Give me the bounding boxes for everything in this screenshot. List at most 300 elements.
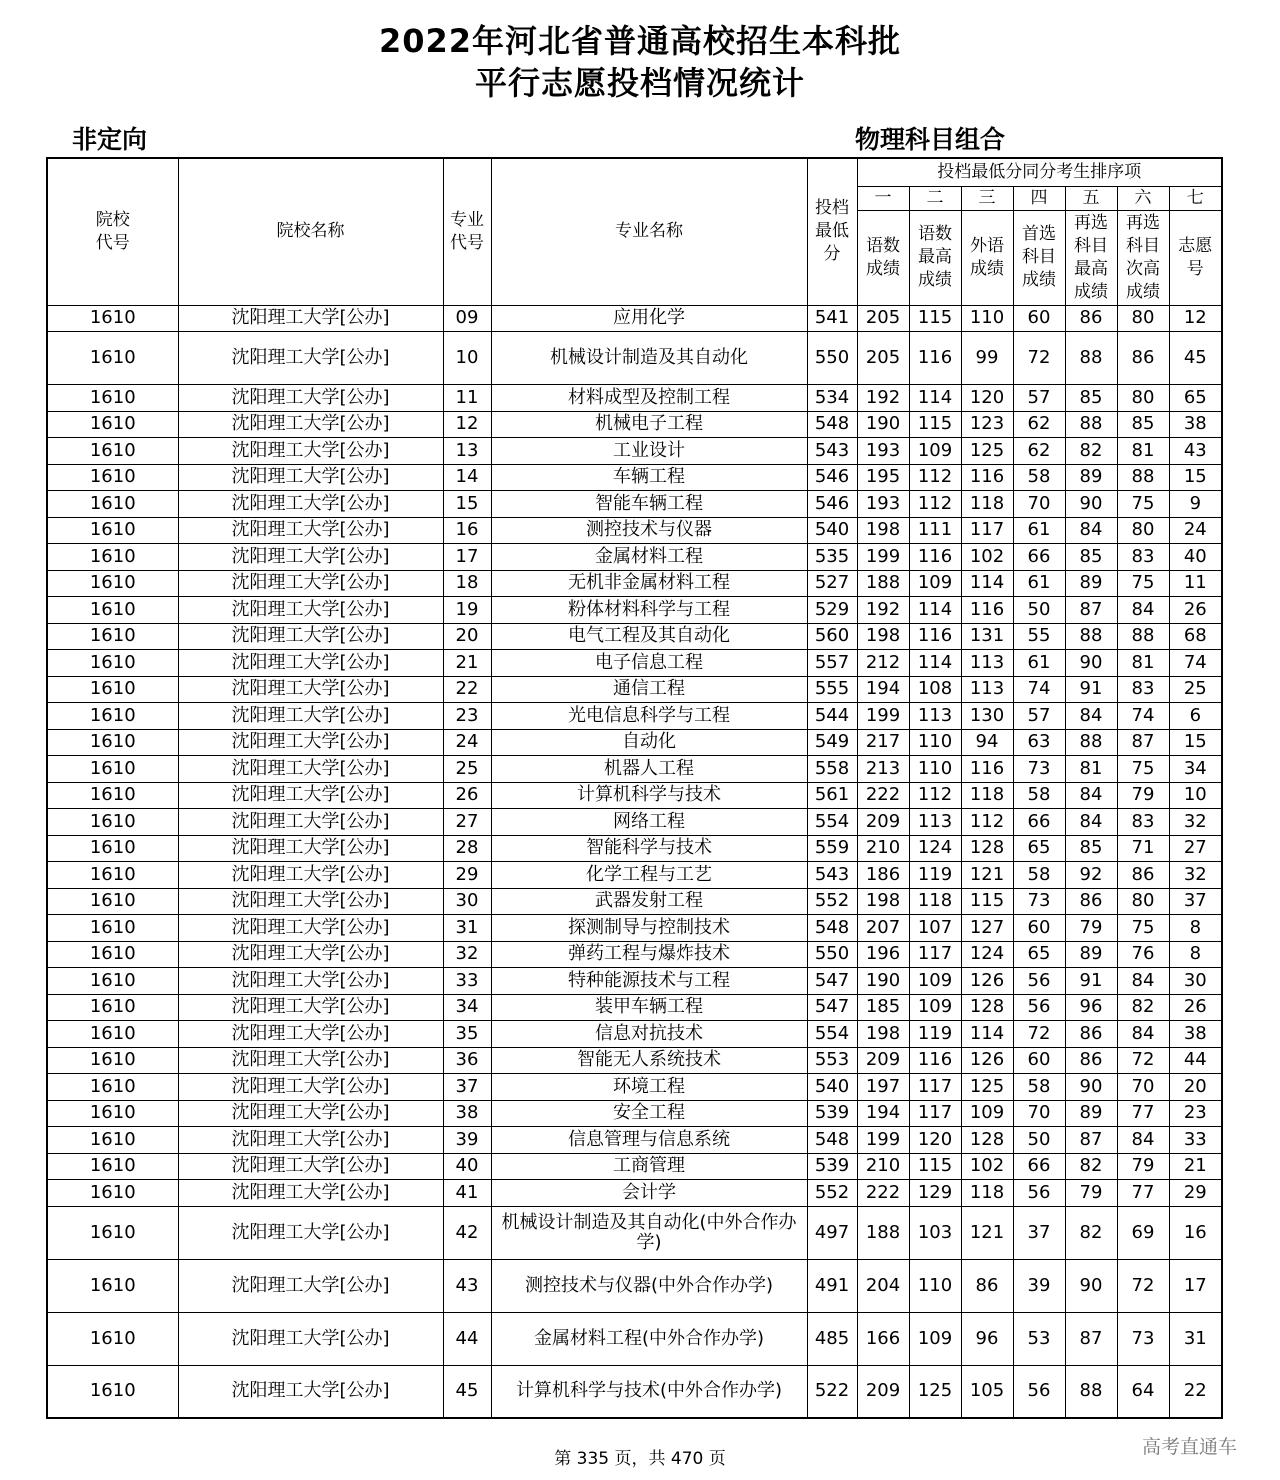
school-name-cell: 沈阳理工大学[公办] bbox=[178, 385, 443, 412]
rank3-cell: 126 bbox=[961, 968, 1013, 995]
rank4-cell: 62 bbox=[1013, 411, 1065, 438]
major-name-cell: 探测制导与控制技术 bbox=[491, 915, 807, 942]
major-code-cell: 23 bbox=[443, 703, 491, 730]
rank4-cell: 66 bbox=[1013, 544, 1065, 571]
school-name-cell: 沈阳理工大学[公办] bbox=[178, 1074, 443, 1101]
table-row bbox=[47, 1021, 1222, 1048]
rank7-cell: 21 bbox=[1169, 1153, 1222, 1180]
major-name-cell: 网络工程 bbox=[491, 809, 807, 836]
school-name-cell: 沈阳理工大学[公办] bbox=[178, 968, 443, 995]
rank7-cell: 6 bbox=[1169, 703, 1222, 730]
rank4-cell: 72 bbox=[1013, 332, 1065, 385]
min-score-cell: 559 bbox=[807, 835, 857, 862]
rank6-cell: 74 bbox=[1117, 703, 1169, 730]
min-score-cell: 497 bbox=[807, 1206, 857, 1259]
rank7-cell: 40 bbox=[1169, 544, 1222, 571]
school-name-cell: 沈阳理工大学[公办] bbox=[178, 332, 443, 385]
rank1-cell: 210 bbox=[857, 1153, 909, 1180]
header-rank-number: 二 bbox=[909, 186, 961, 210]
school-name-cell: 沈阳理工大学[公办] bbox=[178, 517, 443, 544]
rank2-cell: 109 bbox=[909, 1312, 961, 1365]
rank2-cell: 110 bbox=[909, 729, 961, 756]
major-code-cell: 14 bbox=[443, 464, 491, 491]
table-row bbox=[47, 332, 1222, 385]
header-rank-number: 五 bbox=[1065, 186, 1117, 210]
rank6-cell: 70 bbox=[1117, 1074, 1169, 1101]
major-name-cell: 光电信息科学与工程 bbox=[491, 703, 807, 730]
min-score-cell: 491 bbox=[807, 1259, 857, 1312]
rank6-cell: 71 bbox=[1117, 835, 1169, 862]
rank4-cell: 66 bbox=[1013, 809, 1065, 836]
major-name-cell: 特种能源技术与工程 bbox=[491, 968, 807, 995]
rank6-cell: 73 bbox=[1117, 1312, 1169, 1365]
rank3-cell: 114 bbox=[961, 570, 1013, 597]
school-code-cell: 1610 bbox=[47, 1127, 178, 1154]
rank1-cell: 190 bbox=[857, 411, 909, 438]
rank6-cell: 84 bbox=[1117, 1127, 1169, 1154]
school-code-cell: 1610 bbox=[47, 1312, 178, 1365]
rank1-cell: 192 bbox=[857, 385, 909, 412]
rank2-cell: 115 bbox=[909, 1153, 961, 1180]
major-code-cell: 11 bbox=[443, 385, 491, 412]
table-row bbox=[47, 491, 1222, 518]
school-code-cell: 1610 bbox=[47, 1100, 178, 1127]
subject-combination-label: 物理科目组合 bbox=[855, 125, 1006, 154]
rank6-cell: 85 bbox=[1117, 411, 1169, 438]
rank6-cell: 84 bbox=[1117, 1021, 1169, 1048]
rank5-cell: 88 bbox=[1065, 411, 1117, 438]
school-name-cell: 沈阳理工大学[公办] bbox=[178, 1312, 443, 1365]
rank4-cell: 39 bbox=[1013, 1259, 1065, 1312]
school-code-cell: 1610 bbox=[47, 1180, 178, 1207]
rank5-cell: 87 bbox=[1065, 597, 1117, 624]
rank4-cell: 55 bbox=[1013, 623, 1065, 650]
min-score-cell: 548 bbox=[807, 1127, 857, 1154]
rank4-cell: 65 bbox=[1013, 835, 1065, 862]
major-code-cell: 45 bbox=[443, 1365, 491, 1418]
watermark: 高考直通车 bbox=[1142, 1436, 1238, 1458]
rank7-cell: 17 bbox=[1169, 1259, 1222, 1312]
rank2-cell: 117 bbox=[909, 1074, 961, 1101]
rank3-cell: 86 bbox=[961, 1259, 1013, 1312]
rank7-cell: 22 bbox=[1169, 1365, 1222, 1418]
table-row bbox=[47, 438, 1222, 465]
table-row bbox=[47, 570, 1222, 597]
rank6-cell: 80 bbox=[1117, 385, 1169, 412]
school-name-cell: 沈阳理工大学[公办] bbox=[178, 1153, 443, 1180]
rank7-cell: 20 bbox=[1169, 1074, 1222, 1101]
major-code-cell: 36 bbox=[443, 1047, 491, 1074]
rank1-cell: 166 bbox=[857, 1312, 909, 1365]
rank5-cell: 84 bbox=[1065, 782, 1117, 809]
major-name-cell: 车辆工程 bbox=[491, 464, 807, 491]
rank5-cell: 92 bbox=[1065, 862, 1117, 889]
rank1-cell: 209 bbox=[857, 1365, 909, 1418]
table-row bbox=[47, 650, 1222, 677]
rank2-cell: 103 bbox=[909, 1206, 961, 1259]
header-rank-number: 六 bbox=[1117, 186, 1169, 210]
rank4-cell: 60 bbox=[1013, 305, 1065, 332]
min-score-cell: 553 bbox=[807, 1047, 857, 1074]
rank2-cell: 109 bbox=[909, 570, 961, 597]
rank7-cell: 9 bbox=[1169, 491, 1222, 518]
school-name-cell: 沈阳理工大学[公办] bbox=[178, 1259, 443, 1312]
min-score-cell: 550 bbox=[807, 941, 857, 968]
rank3-cell: 113 bbox=[961, 676, 1013, 703]
rank6-cell: 75 bbox=[1117, 756, 1169, 783]
major-code-cell: 34 bbox=[443, 994, 491, 1021]
rank2-cell: 116 bbox=[909, 623, 961, 650]
school-code-cell: 1610 bbox=[47, 1021, 178, 1048]
school-code-cell: 1610 bbox=[47, 570, 178, 597]
rank5-cell: 85 bbox=[1065, 544, 1117, 571]
min-score-cell: 539 bbox=[807, 1100, 857, 1127]
table-row bbox=[47, 517, 1222, 544]
min-score-cell: 548 bbox=[807, 915, 857, 942]
rank4-cell: 37 bbox=[1013, 1206, 1065, 1259]
rank3-cell: 99 bbox=[961, 332, 1013, 385]
rank7-cell: 43 bbox=[1169, 438, 1222, 465]
rank4-cell: 74 bbox=[1013, 676, 1065, 703]
school-name-cell: 沈阳理工大学[公办] bbox=[178, 1180, 443, 1207]
rank3-cell: 125 bbox=[961, 1074, 1013, 1101]
rank5-cell: 88 bbox=[1065, 729, 1117, 756]
min-score-cell: 534 bbox=[807, 385, 857, 412]
rank4-cell: 72 bbox=[1013, 1021, 1065, 1048]
major-code-cell: 21 bbox=[443, 650, 491, 677]
rank2-cell: 113 bbox=[909, 703, 961, 730]
major-code-cell: 19 bbox=[443, 597, 491, 624]
rank2-cell: 109 bbox=[909, 968, 961, 995]
school-code-cell: 1610 bbox=[47, 941, 178, 968]
major-name-cell: 智能科学与技术 bbox=[491, 835, 807, 862]
rank3-cell: 115 bbox=[961, 888, 1013, 915]
rank3-cell: 96 bbox=[961, 1312, 1013, 1365]
major-code-cell: 35 bbox=[443, 1021, 491, 1048]
school-name-cell: 沈阳理工大学[公办] bbox=[178, 411, 443, 438]
school-name-cell: 沈阳理工大学[公办] bbox=[178, 650, 443, 677]
rank7-cell: 10 bbox=[1169, 782, 1222, 809]
rank4-cell: 61 bbox=[1013, 517, 1065, 544]
min-score-cell: 554 bbox=[807, 809, 857, 836]
rank7-cell: 68 bbox=[1169, 623, 1222, 650]
min-score-cell: 550 bbox=[807, 332, 857, 385]
rank3-cell: 118 bbox=[961, 491, 1013, 518]
school-name-cell: 沈阳理工大学[公办] bbox=[178, 1100, 443, 1127]
rank1-cell: 193 bbox=[857, 438, 909, 465]
major-code-cell: 37 bbox=[443, 1074, 491, 1101]
rank2-cell: 116 bbox=[909, 544, 961, 571]
school-code-cell: 1610 bbox=[47, 650, 178, 677]
header-min-score: 投档 最低 分 bbox=[807, 158, 857, 305]
rank3-cell: 121 bbox=[961, 1206, 1013, 1259]
rank1-cell: 217 bbox=[857, 729, 909, 756]
table-row bbox=[47, 968, 1222, 995]
table-row bbox=[47, 1074, 1222, 1101]
rank3-cell: 118 bbox=[961, 782, 1013, 809]
min-score-cell: 557 bbox=[807, 650, 857, 677]
rank3-cell: 116 bbox=[961, 597, 1013, 624]
school-name-cell: 沈阳理工大学[公办] bbox=[178, 888, 443, 915]
rank6-cell: 82 bbox=[1117, 994, 1169, 1021]
major-code-cell: 12 bbox=[443, 411, 491, 438]
school-name-cell: 沈阳理工大学[公办] bbox=[178, 491, 443, 518]
rank6-cell: 87 bbox=[1117, 729, 1169, 756]
rank5-cell: 90 bbox=[1065, 1074, 1117, 1101]
rank2-cell: 119 bbox=[909, 862, 961, 889]
rank4-cell: 56 bbox=[1013, 994, 1065, 1021]
school-code-cell: 1610 bbox=[47, 703, 178, 730]
min-score-cell: 543 bbox=[807, 438, 857, 465]
table-row bbox=[47, 1206, 1222, 1259]
rank4-cell: 57 bbox=[1013, 703, 1065, 730]
rank2-cell: 112 bbox=[909, 782, 961, 809]
rank4-cell: 56 bbox=[1013, 1180, 1065, 1207]
rank6-cell: 83 bbox=[1117, 809, 1169, 836]
rank2-cell: 113 bbox=[909, 809, 961, 836]
table-row bbox=[47, 729, 1222, 756]
rank4-cell: 61 bbox=[1013, 570, 1065, 597]
rank1-cell: 197 bbox=[857, 1074, 909, 1101]
rank1-cell: 198 bbox=[857, 888, 909, 915]
major-name-cell: 弹药工程与爆炸技术 bbox=[491, 941, 807, 968]
rank2-cell: 118 bbox=[909, 888, 961, 915]
major-name-cell: 金属材料工程 bbox=[491, 544, 807, 571]
category-label: 非定向 bbox=[72, 125, 148, 154]
table-row bbox=[47, 915, 1222, 942]
rank7-cell: 24 bbox=[1169, 517, 1222, 544]
rank1-cell: 222 bbox=[857, 782, 909, 809]
rank7-cell: 8 bbox=[1169, 915, 1222, 942]
rank2-cell: 119 bbox=[909, 1021, 961, 1048]
school-name-cell: 沈阳理工大学[公办] bbox=[178, 570, 443, 597]
rank4-cell: 60 bbox=[1013, 915, 1065, 942]
table-row bbox=[47, 994, 1222, 1021]
rank1-cell: 213 bbox=[857, 756, 909, 783]
rank4-cell: 66 bbox=[1013, 1153, 1065, 1180]
rank6-cell: 72 bbox=[1117, 1259, 1169, 1312]
table-row bbox=[47, 1127, 1222, 1154]
table-row bbox=[47, 809, 1222, 836]
rank4-cell: 58 bbox=[1013, 782, 1065, 809]
school-name-cell: 沈阳理工大学[公办] bbox=[178, 464, 443, 491]
table-row bbox=[47, 385, 1222, 412]
rank7-cell: 15 bbox=[1169, 464, 1222, 491]
rank5-cell: 81 bbox=[1065, 756, 1117, 783]
rank2-cell: 111 bbox=[909, 517, 961, 544]
school-name-cell: 沈阳理工大学[公办] bbox=[178, 1127, 443, 1154]
rank7-cell: 26 bbox=[1169, 597, 1222, 624]
major-code-cell: 17 bbox=[443, 544, 491, 571]
rank5-cell: 84 bbox=[1065, 809, 1117, 836]
rank3-cell: 127 bbox=[961, 915, 1013, 942]
major-name-cell: 智能车辆工程 bbox=[491, 491, 807, 518]
rank1-cell: 195 bbox=[857, 464, 909, 491]
rank2-cell: 115 bbox=[909, 305, 961, 332]
table-row bbox=[47, 1047, 1222, 1074]
min-score-cell: 546 bbox=[807, 491, 857, 518]
major-code-cell: 32 bbox=[443, 941, 491, 968]
min-score-cell: 544 bbox=[807, 703, 857, 730]
rank6-cell: 81 bbox=[1117, 650, 1169, 677]
rank1-cell: 186 bbox=[857, 862, 909, 889]
rank2-cell: 117 bbox=[909, 1100, 961, 1127]
major-code-cell: 43 bbox=[443, 1259, 491, 1312]
school-code-cell: 1610 bbox=[47, 809, 178, 836]
header-rank-name: 再选 科目 最高 成绩 bbox=[1065, 210, 1117, 305]
school-name-cell: 沈阳理工大学[公办] bbox=[178, 676, 443, 703]
school-name-cell: 沈阳理工大学[公办] bbox=[178, 809, 443, 836]
rank3-cell: 113 bbox=[961, 650, 1013, 677]
major-name-cell: 化学工程与工艺 bbox=[491, 862, 807, 889]
rank2-cell: 125 bbox=[909, 1365, 961, 1418]
school-name-cell: 沈阳理工大学[公办] bbox=[178, 623, 443, 650]
rank1-cell: 210 bbox=[857, 835, 909, 862]
rank3-cell: 102 bbox=[961, 544, 1013, 571]
rank6-cell: 83 bbox=[1117, 544, 1169, 571]
table-row bbox=[47, 756, 1222, 783]
header-rank-name: 志愿 号 bbox=[1169, 210, 1222, 305]
school-code-cell: 1610 bbox=[47, 676, 178, 703]
rank5-cell: 90 bbox=[1065, 650, 1117, 677]
header-major-code: 专业 代号 bbox=[443, 158, 491, 305]
rank6-cell: 80 bbox=[1117, 888, 1169, 915]
rank3-cell: 114 bbox=[961, 1021, 1013, 1048]
rank4-cell: 53 bbox=[1013, 1312, 1065, 1365]
min-score-cell: 546 bbox=[807, 464, 857, 491]
rank3-cell: 128 bbox=[961, 835, 1013, 862]
school-name-cell: 沈阳理工大学[公办] bbox=[178, 1365, 443, 1418]
rank5-cell: 82 bbox=[1065, 1206, 1117, 1259]
min-score-cell: 549 bbox=[807, 729, 857, 756]
school-code-cell: 1610 bbox=[47, 994, 178, 1021]
header-rank-number: 七 bbox=[1169, 186, 1222, 210]
major-name-cell: 会计学 bbox=[491, 1180, 807, 1207]
school-name-cell: 沈阳理工大学[公办] bbox=[178, 1206, 443, 1259]
rank7-cell: 37 bbox=[1169, 888, 1222, 915]
rank4-cell: 58 bbox=[1013, 862, 1065, 889]
rank4-cell: 56 bbox=[1013, 968, 1065, 995]
rank1-cell: 193 bbox=[857, 491, 909, 518]
major-name-cell: 无机非金属材料工程 bbox=[491, 570, 807, 597]
school-code-cell: 1610 bbox=[47, 623, 178, 650]
rank5-cell: 85 bbox=[1065, 835, 1117, 862]
rank5-cell: 82 bbox=[1065, 438, 1117, 465]
rank7-cell: 15 bbox=[1169, 729, 1222, 756]
rank5-cell: 86 bbox=[1065, 1047, 1117, 1074]
school-code-cell: 1610 bbox=[47, 729, 178, 756]
rank3-cell: 105 bbox=[961, 1365, 1013, 1418]
major-name-cell: 安全工程 bbox=[491, 1100, 807, 1127]
rank6-cell: 75 bbox=[1117, 491, 1169, 518]
school-code-cell: 1610 bbox=[47, 782, 178, 809]
school-code-cell: 1610 bbox=[47, 411, 178, 438]
table-row bbox=[47, 1100, 1222, 1127]
rank7-cell: 11 bbox=[1169, 570, 1222, 597]
school-code-cell: 1610 bbox=[47, 385, 178, 412]
rank4-cell: 73 bbox=[1013, 888, 1065, 915]
major-name-cell: 测控技术与仪器(中外合作办学) bbox=[491, 1259, 807, 1312]
rank3-cell: 109 bbox=[961, 1100, 1013, 1127]
rank7-cell: 25 bbox=[1169, 676, 1222, 703]
table-row bbox=[47, 676, 1222, 703]
rank1-cell: 198 bbox=[857, 1021, 909, 1048]
major-code-cell: 20 bbox=[443, 623, 491, 650]
rank1-cell: 199 bbox=[857, 544, 909, 571]
rank1-cell: 198 bbox=[857, 623, 909, 650]
school-code-cell: 1610 bbox=[47, 968, 178, 995]
rank4-cell: 70 bbox=[1013, 491, 1065, 518]
table-row bbox=[47, 862, 1222, 889]
rank7-cell: 8 bbox=[1169, 941, 1222, 968]
rank6-cell: 80 bbox=[1117, 517, 1169, 544]
rank3-cell: 110 bbox=[961, 305, 1013, 332]
rank5-cell: 86 bbox=[1065, 1021, 1117, 1048]
school-code-cell: 1610 bbox=[47, 915, 178, 942]
min-score-cell: 541 bbox=[807, 305, 857, 332]
rank6-cell: 69 bbox=[1117, 1206, 1169, 1259]
rank4-cell: 61 bbox=[1013, 650, 1065, 677]
school-name-cell: 沈阳理工大学[公办] bbox=[178, 756, 443, 783]
major-code-cell: 25 bbox=[443, 756, 491, 783]
major-name-cell: 机器人工程 bbox=[491, 756, 807, 783]
table-row bbox=[47, 703, 1222, 730]
major-code-cell: 39 bbox=[443, 1127, 491, 1154]
rank1-cell: 205 bbox=[857, 305, 909, 332]
major-code-cell: 18 bbox=[443, 570, 491, 597]
rank7-cell: 74 bbox=[1169, 650, 1222, 677]
rank7-cell: 27 bbox=[1169, 835, 1222, 862]
rank3-cell: 121 bbox=[961, 862, 1013, 889]
rank7-cell: 38 bbox=[1169, 1021, 1222, 1048]
rank3-cell: 130 bbox=[961, 703, 1013, 730]
school-name-cell: 沈阳理工大学[公办] bbox=[178, 862, 443, 889]
table-row bbox=[47, 1180, 1222, 1207]
rank3-cell: 112 bbox=[961, 809, 1013, 836]
school-code-cell: 1610 bbox=[47, 862, 178, 889]
major-code-cell: 42 bbox=[443, 1206, 491, 1259]
school-name-cell: 沈阳理工大学[公办] bbox=[178, 835, 443, 862]
major-code-cell: 31 bbox=[443, 915, 491, 942]
table-row bbox=[47, 941, 1222, 968]
major-code-cell: 30 bbox=[443, 888, 491, 915]
major-name-cell: 通信工程 bbox=[491, 676, 807, 703]
rank1-cell: 199 bbox=[857, 1127, 909, 1154]
header-major-name: 专业名称 bbox=[491, 158, 807, 305]
rank3-cell: 102 bbox=[961, 1153, 1013, 1180]
rank4-cell: 56 bbox=[1013, 1365, 1065, 1418]
school-name-cell: 沈阳理工大学[公办] bbox=[178, 941, 443, 968]
rank7-cell: 34 bbox=[1169, 756, 1222, 783]
rank7-cell: 65 bbox=[1169, 385, 1222, 412]
rank1-cell: 209 bbox=[857, 1047, 909, 1074]
rank4-cell: 70 bbox=[1013, 1100, 1065, 1127]
major-code-cell: 15 bbox=[443, 491, 491, 518]
rank3-cell: 123 bbox=[961, 411, 1013, 438]
major-name-cell: 武器发射工程 bbox=[491, 888, 807, 915]
rank4-cell: 58 bbox=[1013, 1074, 1065, 1101]
page-title: 2022年河北省普通高校招生本科批 bbox=[378, 22, 902, 60]
rank7-cell: 23 bbox=[1169, 1100, 1222, 1127]
min-score-cell: 552 bbox=[807, 1180, 857, 1207]
rank5-cell: 86 bbox=[1065, 888, 1117, 915]
min-score-cell: 485 bbox=[807, 1312, 857, 1365]
rank2-cell: 124 bbox=[909, 835, 961, 862]
major-code-cell: 44 bbox=[443, 1312, 491, 1365]
rank4-cell: 63 bbox=[1013, 729, 1065, 756]
rank2-cell: 115 bbox=[909, 411, 961, 438]
rank2-cell: 117 bbox=[909, 941, 961, 968]
